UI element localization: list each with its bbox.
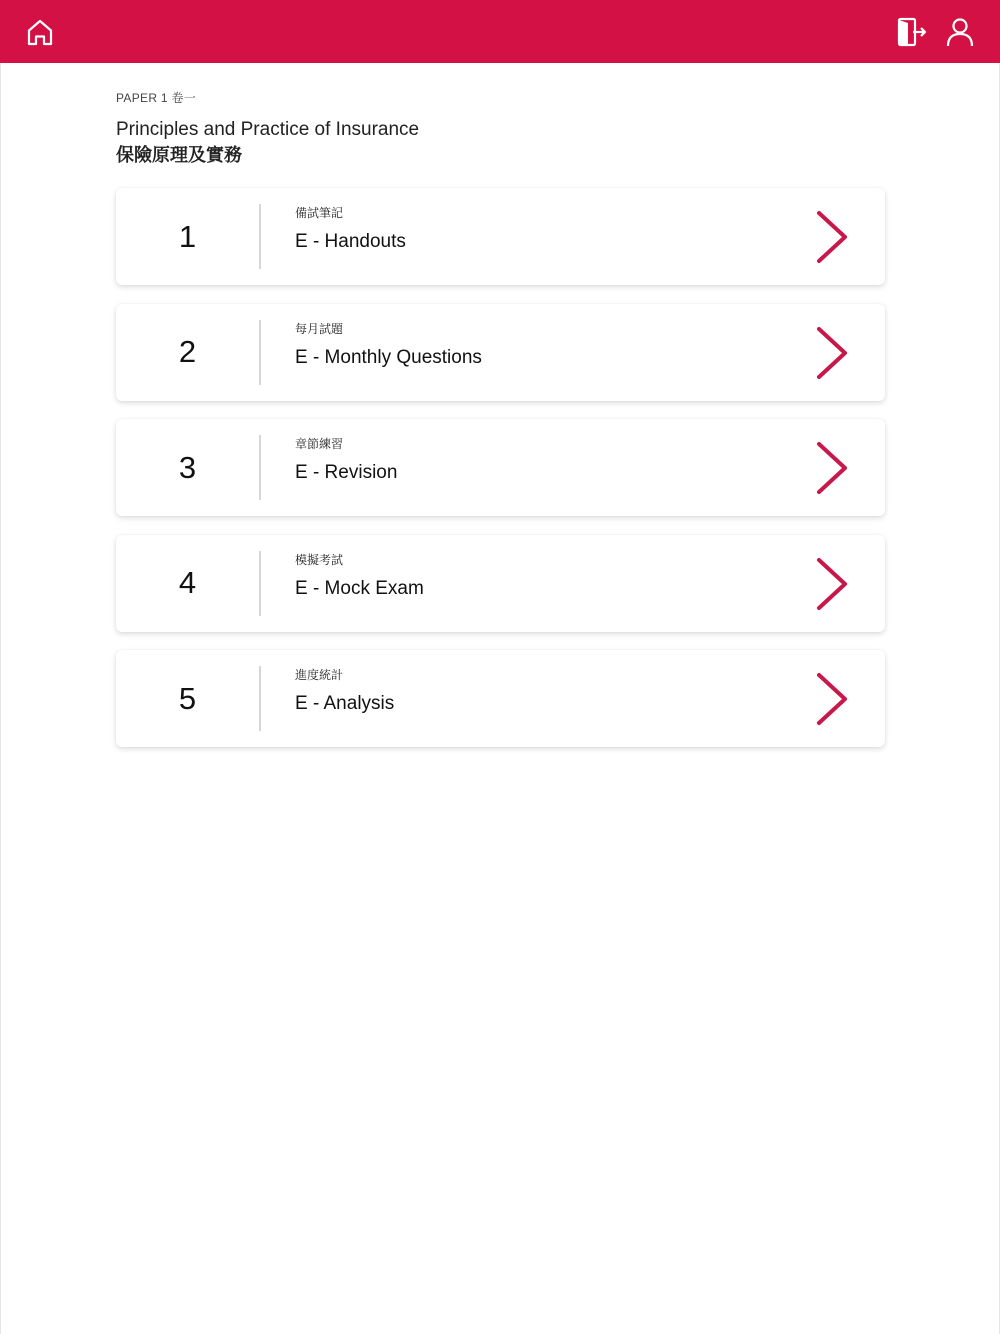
module-subtitle: 章節練習 (295, 437, 344, 451)
divider (259, 320, 261, 385)
module-number: 3 (178, 449, 197, 485)
chevron-right-icon[interactable] (814, 672, 850, 726)
user-icon (944, 16, 976, 48)
module-label: E - Analysis (295, 693, 395, 714)
module-card-handouts[interactable] (116, 188, 885, 285)
module-subtitle: 備試筆記 (295, 206, 344, 220)
module-number: 4 (178, 565, 197, 600)
module-number: 5 (178, 680, 197, 716)
module-card-monthly-questions[interactable] (116, 304, 885, 401)
home-button[interactable] (22, 14, 58, 50)
module-subtitle: 每月試題 (295, 321, 344, 336)
module-card-revision[interactable] (116, 419, 885, 516)
paper-label: PAPER 1 卷一 (116, 91, 197, 105)
module-list (116, 188, 885, 766)
page-heading (116, 88, 885, 168)
module-card-analysis[interactable] (116, 650, 885, 747)
module-label: E - Revision (295, 462, 398, 483)
logout-icon (895, 15, 929, 49)
module-label: E - Handouts (295, 231, 406, 252)
module-number: 1 (178, 218, 197, 254)
chevron-right-icon[interactable] (814, 326, 850, 380)
module-subtitle: 模擬考試 (295, 552, 344, 567)
chevron-right-icon[interactable] (814, 441, 850, 495)
module-label: E - Monthly Questions (295, 346, 482, 368)
module-card-mock-exam[interactable] (116, 535, 885, 632)
module-subtitle: 進度統計 (295, 668, 344, 682)
logout-button[interactable] (894, 14, 930, 50)
top-bar (0, 0, 1000, 63)
module-number: 2 (178, 334, 197, 369)
divider (259, 204, 261, 269)
divider (259, 551, 261, 616)
page-title-english: Principles and Practice of Insurance (116, 119, 420, 140)
divider (259, 666, 261, 731)
page-title-chinese: 保險原理及實務 (116, 145, 242, 165)
divider (259, 435, 261, 500)
chevron-right-icon[interactable] (814, 557, 850, 611)
chevron-right-icon[interactable] (814, 210, 850, 264)
home-icon (25, 17, 55, 47)
profile-button[interactable] (942, 14, 978, 50)
module-label: E - Mock Exam (295, 577, 424, 599)
